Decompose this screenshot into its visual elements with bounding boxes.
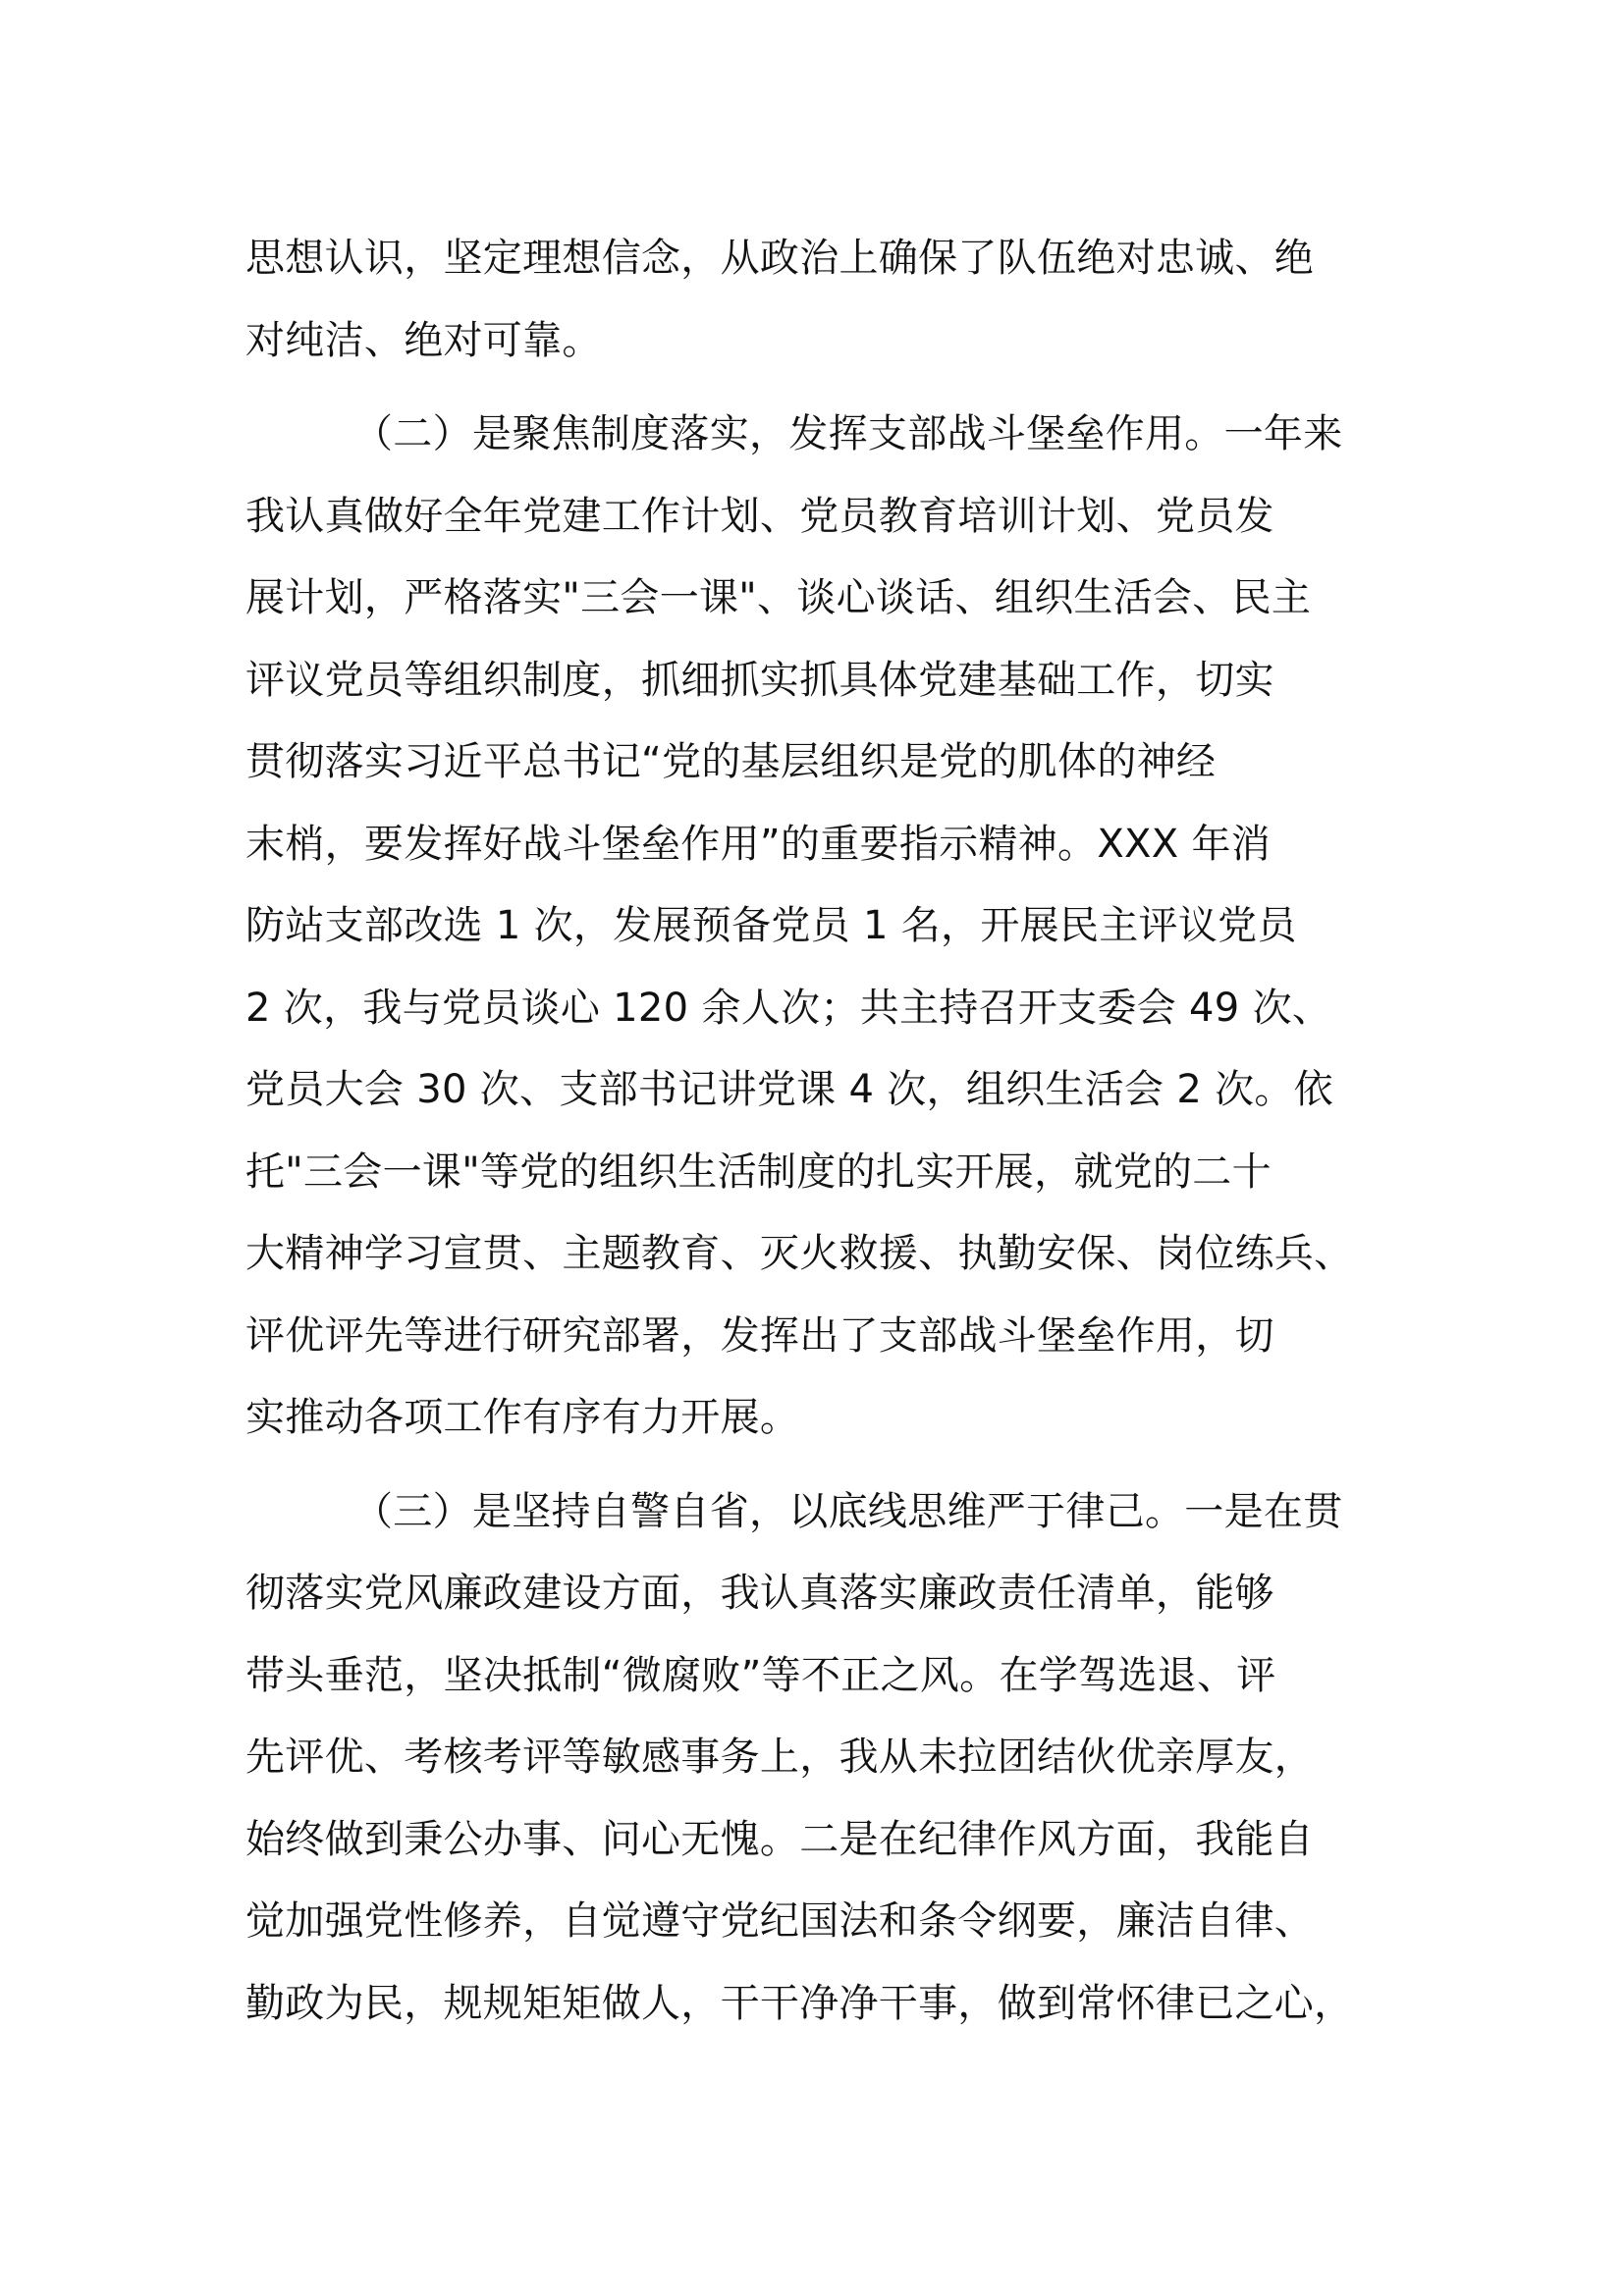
text-line: 我认真做好全年党建工作计划、党员教育培训计划、党员发 — [245, 493, 1274, 539]
section-heading-line: （三）是坚持自警自省，以底线思维严于律己。一是在贯 — [353, 1488, 1343, 1534]
text-line: 先评优、考核考评等敏感事务上，我从未拉团结伙优亲厚友， — [245, 1735, 1315, 1780]
text-line: 展计划，严格落实"三会一课"、谈心谈话、组织生活会、民主 — [245, 575, 1312, 620]
text-line: 2 次，我与党员谈心 120 余人次；共主持召开支委会 49 次、 — [245, 985, 1332, 1031]
text-line: 评议党员等组织制度，抓细抓实抓具体党建基础工作，切实 — [245, 657, 1274, 703]
text-line: 防站支部改选 1 次，发展预备党员 1 名，开展民主评议党员 — [245, 903, 1297, 948]
text-line: 觉加强党性修养，自觉遵守党纪国法和条令纲要，廉洁自律、 — [245, 1898, 1315, 1944]
text-line: 思想认识，坚定理想信念，从政治上确保了队伍绝对忠诚、绝 — [245, 236, 1315, 281]
text-line: 大精神学习宣贯、主题教育、灭火救援、执勤安保、岗位练兵、 — [245, 1231, 1354, 1276]
text-line: 带头垂范，坚决抵制“微腐败”等不正之风。在学驾选退、评 — [245, 1652, 1276, 1698]
text-line: 彻落实党风廉政建设方面，我认真落实廉政责任清单，能够 — [245, 1571, 1274, 1616]
document-body — [245, 218, 1384, 2045]
text-line: 托"三会一课"等党的组织生活制度的扎实开展，就党的二十 — [245, 1148, 1272, 1195]
section-heading-line: （二）是聚焦制度落实，发挥支部战斗堡垒作用。一年来 — [353, 411, 1343, 456]
text-line: 对纯洁、绝对可靠。 — [245, 317, 602, 363]
text-line: 贯彻落实习近平总书记“党的基层组织是党的肌体的神经 — [245, 739, 1217, 784]
text-line: 评优评先等进行研究部署，发挥出了支部战斗堡垒作用，切 — [245, 1312, 1274, 1359]
text-line: 始终做到秉公办事、问心无愧。二是在纪律作风方面，我能自 — [245, 1816, 1315, 1862]
text-line: 实推动各项工作有序有力开展。 — [245, 1395, 800, 1440]
text-line: 党员大会 30 次、支部书记讲党课 4 次，组织生活会 2 次。依 — [245, 1067, 1333, 1112]
text-line: 勤政为民，规规矩矩做人，干干净净干事，做到常怀律已之心， — [245, 1980, 1354, 2026]
text-line: 末梢，要发挥好战斗堡垒作用”的重要指示精神。XXX 年消 — [245, 821, 1272, 867]
